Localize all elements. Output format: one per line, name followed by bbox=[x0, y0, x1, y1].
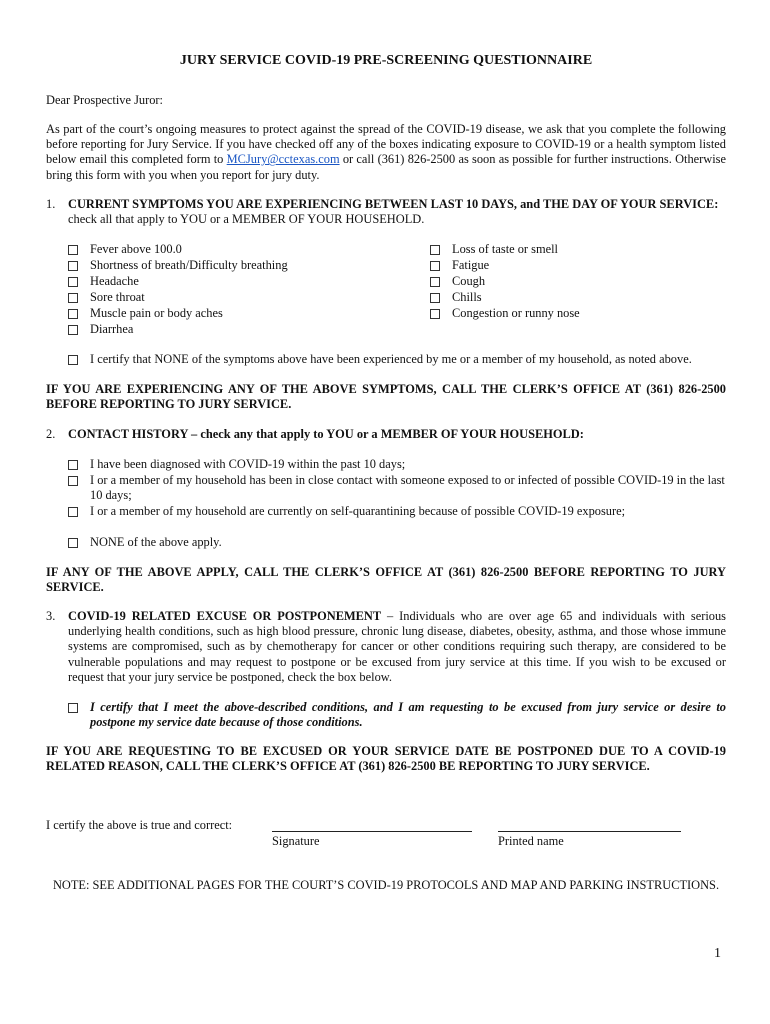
contact-checkbox-close-contact[interactable] bbox=[68, 473, 726, 503]
symptom-checkbox-diarrhea[interactable] bbox=[68, 322, 133, 337]
checkbox-icon[interactable] bbox=[68, 355, 78, 365]
printed-name-field[interactable] bbox=[498, 817, 681, 832]
checkbox-icon[interactable] bbox=[430, 261, 440, 271]
section-1-heading: CURRENT SYMPTOMS YOU ARE EXPERIENCING BETWEEN LAST 10 DAYS, and THE DAY OF YOUR SERVICE: bbox=[68, 197, 719, 211]
symptom-label: Headache bbox=[90, 274, 139, 288]
symptom-label: Chills bbox=[452, 290, 482, 304]
symptom-checkbox-cough[interactable] bbox=[430, 274, 485, 289]
section-1-number: 1. bbox=[46, 197, 56, 211]
symptom-label: Congestion or runny nose bbox=[452, 306, 580, 320]
section-3-paragraph bbox=[68, 609, 726, 685]
contact-label: I have been diagnosed with COVID-19 within the past 10 days; bbox=[90, 457, 406, 471]
printed-name-label: Printed name bbox=[498, 834, 564, 848]
checkbox-icon[interactable] bbox=[68, 507, 78, 517]
certify-label: I certify that NONE of the symptoms above have been experienced by me or a member of my household, as noted above. bbox=[90, 352, 692, 366]
section-2-number: 2. bbox=[46, 427, 56, 441]
certify-no-symptoms-checkbox[interactable] bbox=[68, 352, 692, 367]
none-label: NONE of the above apply. bbox=[90, 535, 222, 549]
symptom-checkbox-chills[interactable] bbox=[430, 290, 482, 305]
checkbox-icon[interactable] bbox=[68, 538, 78, 548]
page-title: JURY SERVICE COVID-19 PRE-SCREENING QUESTIONNAIRE bbox=[179, 53, 593, 68]
symptom-label: Muscle pain or body aches bbox=[90, 306, 223, 320]
contact-checkbox-diagnosed[interactable] bbox=[68, 457, 405, 472]
section-2-heading: CONTACT HISTORY – check any that apply to YOU or a MEMBER OF YOUR HOUSEHOLD: bbox=[68, 427, 584, 441]
checkbox-icon[interactable] bbox=[68, 325, 78, 335]
checkbox-icon[interactable] bbox=[68, 261, 78, 271]
email-link[interactable]: MCJury@cctexas.com bbox=[226, 152, 340, 167]
checkbox-icon[interactable] bbox=[430, 309, 440, 319]
greeting: Dear Prospective Juror: bbox=[46, 93, 163, 107]
checkbox-icon[interactable] bbox=[68, 309, 78, 319]
contact-label: I or a member of my household has been in close contact with someone exposed to or infected of possible COVID-19 in the last 10 days; bbox=[90, 473, 725, 503]
checkbox-icon[interactable] bbox=[68, 703, 78, 713]
symptom-checkbox-breath[interactable] bbox=[68, 258, 288, 273]
signature-label: Signature bbox=[272, 834, 320, 848]
symptom-label: Fatigue bbox=[452, 258, 490, 272]
additional-pages-note: NOTE: SEE ADDITIONAL PAGES FOR THE COURT’S COVID-19 PROTOCOLS AND MAP AND PARKING INSTRUCTIONS. bbox=[52, 878, 720, 892]
checkbox-icon[interactable] bbox=[68, 245, 78, 255]
section-2 bbox=[46, 427, 726, 442]
section-1-subheading: check all that apply to YOU or a MEMBER OF YOUR HOUSEHOLD. bbox=[68, 212, 425, 227]
symptom-label: Sore throat bbox=[90, 290, 145, 304]
checkbox-icon[interactable] bbox=[68, 293, 78, 303]
checkbox-icon[interactable] bbox=[430, 293, 440, 303]
excuse-label: I certify that I meet the above-described conditions, and I am requesting to be excused from jury service or desire to postpone my service date because of those conditions. bbox=[90, 700, 726, 730]
contact-none-checkbox[interactable] bbox=[68, 535, 222, 550]
symptom-checkbox-congestion[interactable] bbox=[430, 306, 580, 321]
checkbox-icon[interactable] bbox=[430, 245, 440, 255]
contact-checkbox-quarantine[interactable] bbox=[68, 504, 625, 519]
section-1 bbox=[46, 197, 726, 227]
checkbox-icon[interactable] bbox=[430, 277, 440, 287]
symptom-checkbox-fatigue[interactable] bbox=[430, 258, 489, 273]
excuse-warning: IF YOU ARE REQUESTING TO BE EXCUSED OR YOUR SERVICE DATE BE POSTPONED DUE TO A COVID-19 RELATED REASON, CALL THE CLERK’S OFFICE AT (361) 826-2500 BE REPORTING TO JURY SERVICE. bbox=[46, 744, 726, 774]
symptom-checkbox-muscle-pain[interactable] bbox=[68, 306, 223, 321]
symptoms-warning: IF YOU ARE EXPERIENCING ANY OF THE ABOVE SYMPTOMS, CALL THE CLERK’S OFFICE AT (361) 826-2500 BEFORE REPORTING TO JURY SERVICE. bbox=[46, 382, 726, 412]
section-3 bbox=[46, 609, 726, 685]
symptom-checkbox-headache[interactable] bbox=[68, 274, 139, 289]
excuse-checkbox[interactable] bbox=[68, 700, 726, 730]
contact-label: I or a member of my household are currently on self-quarantining because of possible COVID-19 exposure; bbox=[90, 504, 626, 518]
symptom-checkbox-sore-throat[interactable] bbox=[68, 290, 145, 305]
section-3-body: – Individuals who are over age 65 and individuals with serious underlying health conditions, such as high blood pressure, chronic lung disease, diabetes, obesity, asthma, and those whose immune systems are compromised, such as by chemotherapy for cancer or other conditions requiring such therapy, are considered to be vulnerable populations and may request to postpone or be excused from jury service at this time. If you wish to be excused or request that your jury service be postponed, check the box below. bbox=[68, 609, 726, 684]
symptom-label: Cough bbox=[452, 274, 486, 288]
intro-text-after: or call (361) 826-2500 as soon as possible for further instructions. Otherwise bring this form with you when you report for jury duty. bbox=[46, 152, 726, 182]
checkbox-icon[interactable] bbox=[68, 460, 78, 470]
symptom-label: Diarrhea bbox=[90, 322, 134, 336]
section-3-heading: COVID-19 RELATED EXCUSE OR POSTPONEMENT bbox=[68, 609, 382, 623]
intro-text-before: As part of the court’s ongoing measures to protect against the spread of the COVID-19 disease, we ask that you complete the following before reporting for Jury Service. If you have checked off any of the boxes indicating exposure to COVID-19 or a health symptom listed below email this completed form to bbox=[46, 122, 726, 167]
checkbox-icon[interactable] bbox=[68, 277, 78, 287]
symptom-checkbox-fever[interactable] bbox=[68, 242, 182, 257]
page-number: 1 bbox=[714, 946, 721, 961]
symptom-label: Shortness of breath/Difficulty breathing bbox=[90, 258, 288, 272]
contact-warning: IF ANY OF THE ABOVE APPLY, CALL THE CLERK’S OFFICE AT (361) 826-2500 BEFORE REPORTING TO JURY SERVICE. bbox=[46, 565, 726, 595]
signature-field[interactable] bbox=[272, 817, 472, 832]
certify-statement: I certify the above is true and correct: bbox=[46, 818, 233, 832]
symptom-checkbox-taste[interactable] bbox=[430, 242, 558, 257]
symptom-label: Fever above 100.0 bbox=[90, 242, 182, 256]
symptom-label: Loss of taste or smell bbox=[452, 242, 558, 256]
checkbox-icon[interactable] bbox=[68, 476, 78, 486]
section-3-number: 3. bbox=[46, 609, 56, 623]
intro-paragraph bbox=[46, 122, 726, 183]
